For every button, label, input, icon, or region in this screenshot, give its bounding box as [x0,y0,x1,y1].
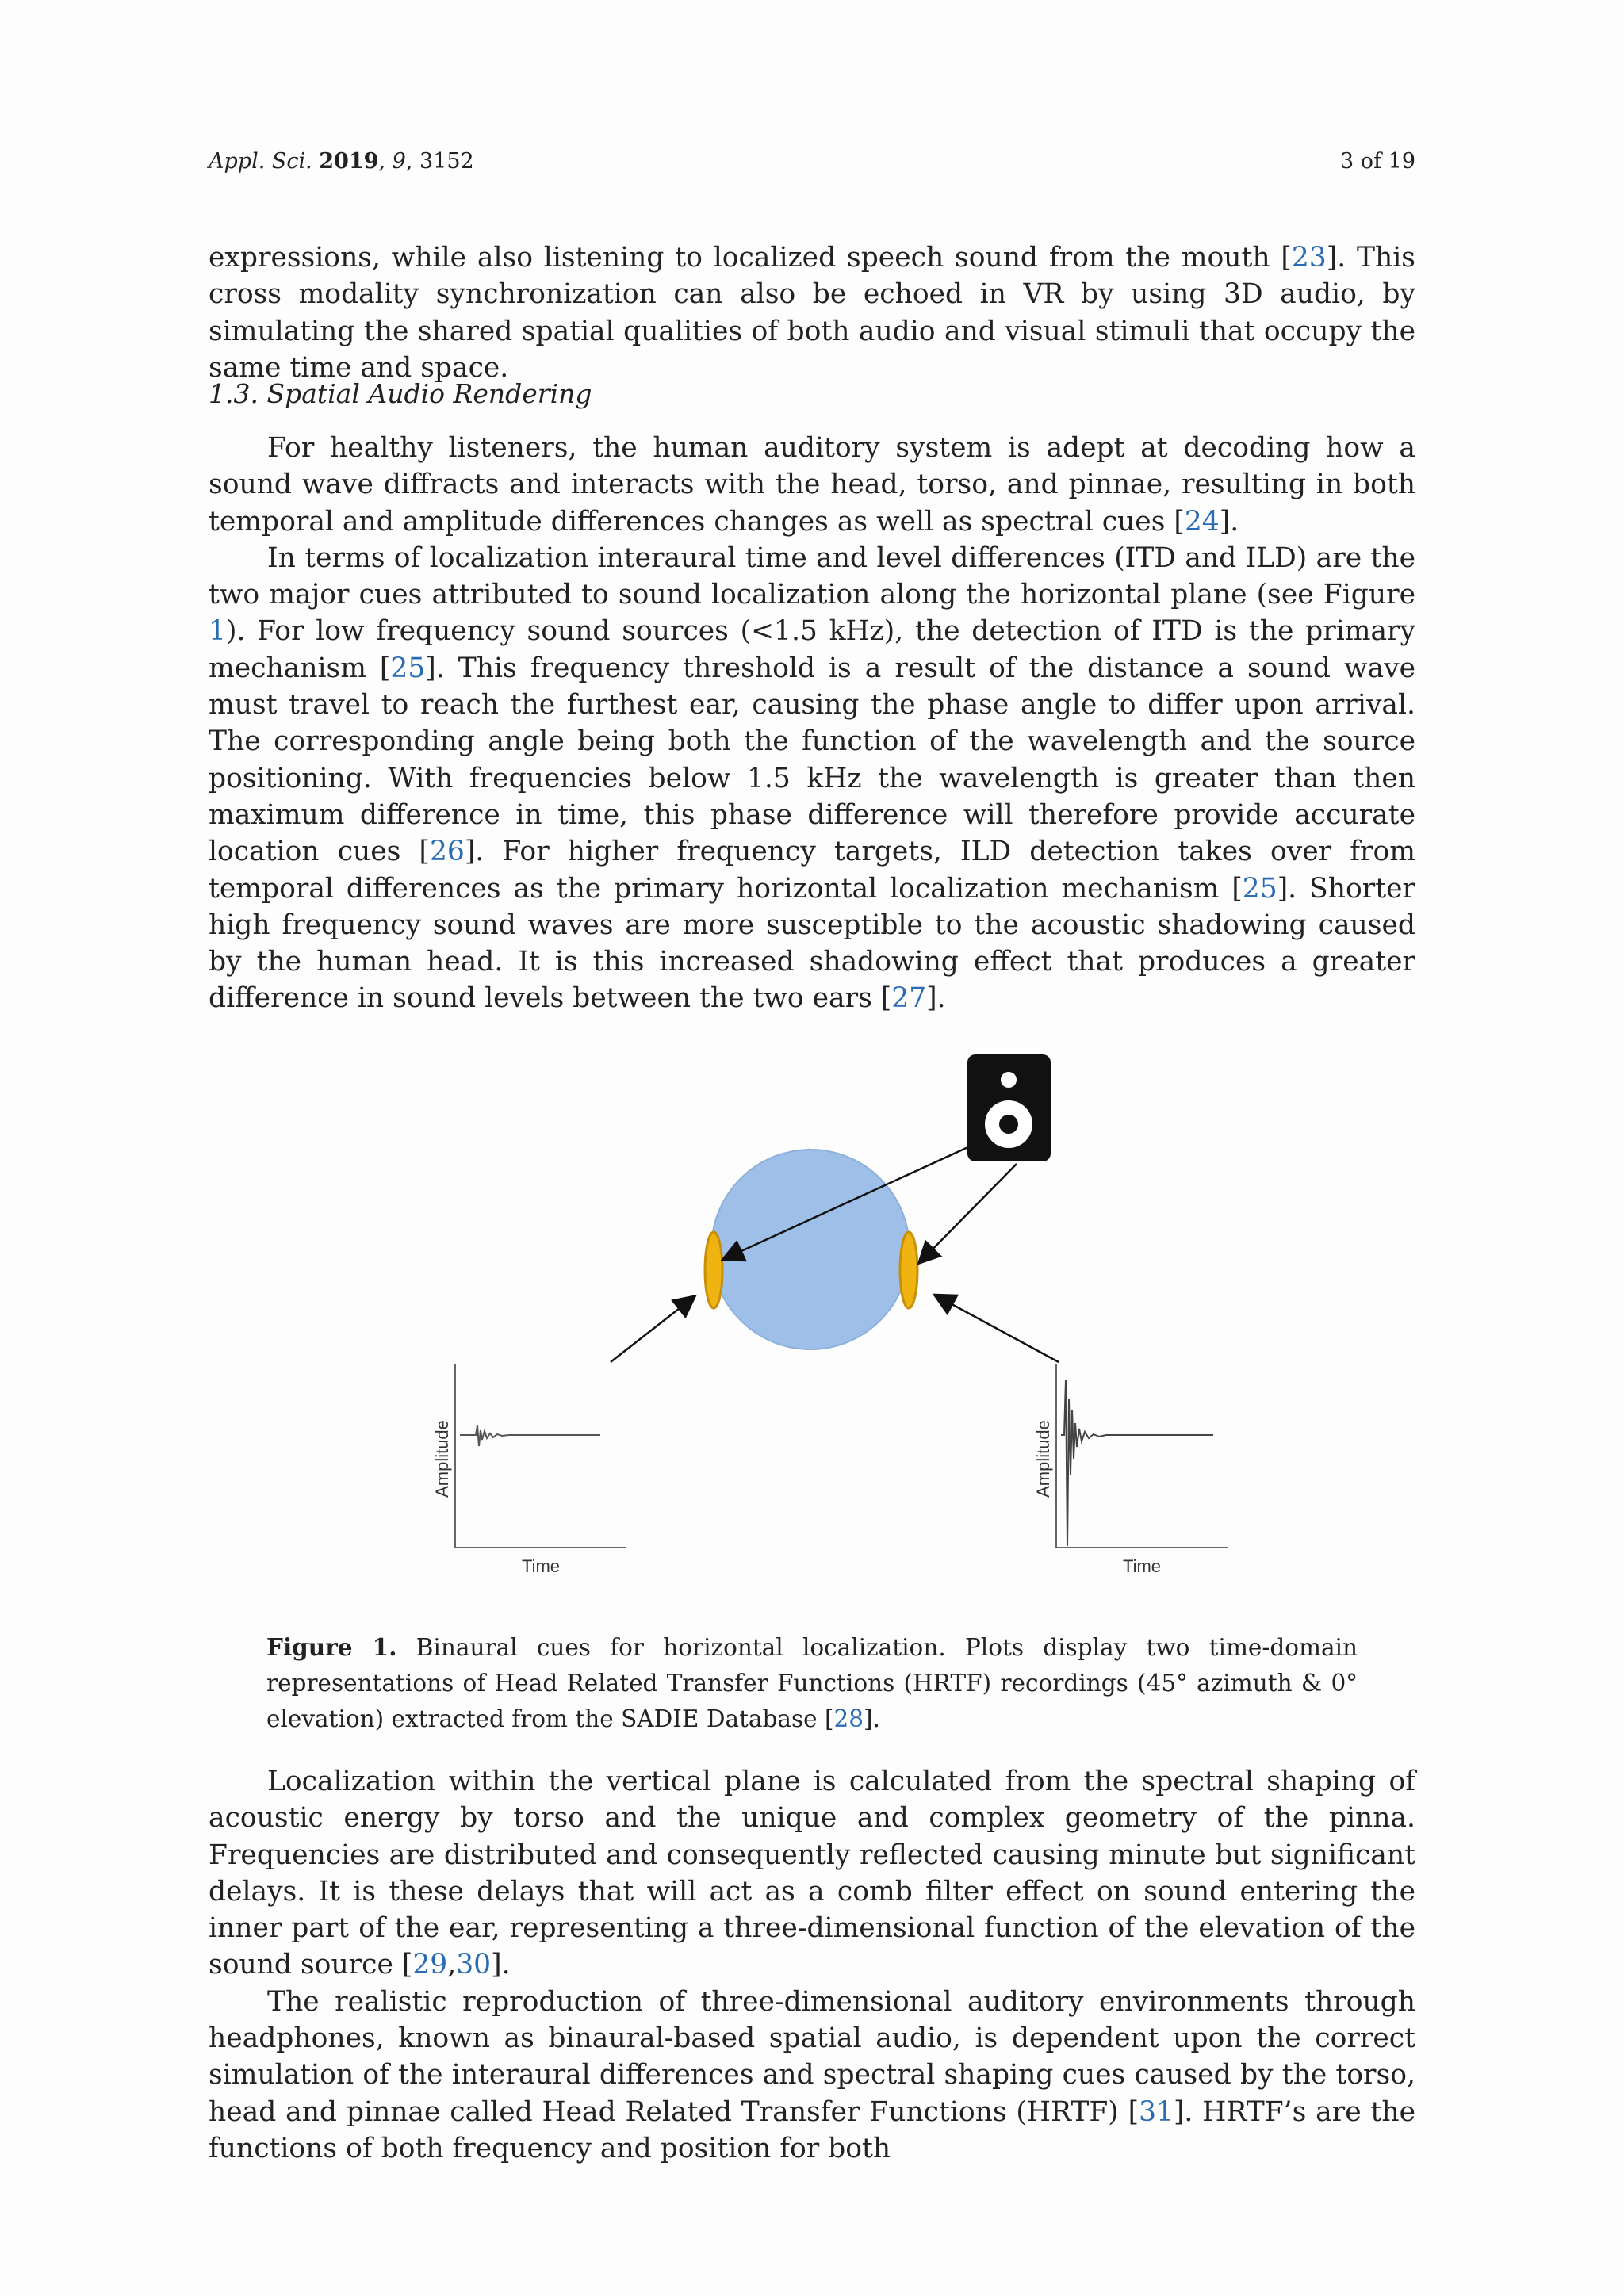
citation-link[interactable]: 26 [429,836,465,868]
paragraph-1: expressions, while also listening to localized speech sound from the mouth [23]. This cross modality synchronization can also be echoed in VR by using 3D audio, by simulating the shared spatial qualities of both audio and visual stimuli that occupy the same time and space. [209,242,1415,384]
figure-1 [412,1031,1237,1586]
citation-link[interactable]: 25 [390,652,426,684]
citation-link[interactable]: 25 [1242,872,1277,905]
citation-link[interactable]: 28 [833,1705,864,1732]
right-xlabel: Time [1122,1556,1162,1576]
citation-link[interactable]: 29 [412,1949,448,1981]
arrow-to-right-ear [920,1164,1017,1262]
journal-citation: Appl. Sci. 2019, 9, 3152 [209,149,474,174]
binaural-diagram [412,1031,1237,1586]
citation-link[interactable]: 23 [1291,242,1327,274]
paragraph-2: For healthy listeners, the human auditory system is adept at decoding how a sound wave diffracts and interacts with the head, torso, and pinnae, resulting in both temporal and amplitude differences changes as well as spectral cues [24]. In terms of localization interaural time and level differences (ITD and ILD) are the two major cues attributed to sound localization along the horizontal plane (see Figure 1). For low frequency sound sources (<1.5 kHz), the detection of ITD is the primary mechanism [25]. This frequency threshold is a result of the distance a sound wave must travel to reach the furthest ear, causing the phase angle to differ upon arrival. The corresponding angle being both the function of the wavelength and the source positioning. With frequencies below 1.5 kHz the wavelength is greater than then maximum difference in time, this phase difference will therefore provide accurate location cues [26]. For higher frequency targets, ILD detection takes over from temporal differences as the primary horizontal localization mechanism [25]. Shorter high frequency sound waves are more susceptible to the acoustic shadowing caused by the human head. It is this increased shadowing effect that produces a greater difference in sound levels between the two ears [27]. [209,430,1415,1017]
speaker-icon [967,1054,1051,1161]
left-xlabel: Time [521,1556,561,1576]
left-waveform [460,1425,600,1446]
citation-link[interactable]: 24 [1184,505,1220,538]
section-heading: 1.3. Spatial Audio Rendering [209,378,592,409]
paragraph-3: In terms of localization interaural time and level differences (ITD and ILD) are the two major cues attributed to sound localization along the horizontal plane (see Figure 1). For low frequency sound sources (<1.5 kHz), the detection of ITD is the primary mechanism [25]. This frequency threshold is a result of the distance a sound wave must travel to reach the furthest ear, causing the phase angle to differ upon arrival. The corresponding angle being both the function of the wavelength and the source positioning. With frequencies below 1.5 kHz the wavelength is greater than then maximum difference in time, this phase difference will therefore provide accurate location cues [26]. For higher frequency targets, ILD detection takes over from temporal differences as the primary horizontal localization mechanism [25]. Shorter high frequency sound waves are more susceptible to the acoustic shadowing caused by the human head. It is this increased shadowing effect that produces a greater difference in sound levels between the two ears [27]. [209,541,1416,1015]
figure-caption: Figure 1. Binaural cues for horizontal localization. Plots display two time-domain representations of Head Related Transfer Functions (HRTF) recordings (45° azimuth & 0° elevation) extracted from the SADIE Database [28]. [266,1633,1358,1732]
citation-link[interactable]: 31 [1139,2095,1174,2128]
head-icon [705,1148,917,1349]
left-ear [705,1232,722,1308]
figure-link[interactable]: 1 [209,615,226,648]
paragraph-5: The realistic reproduction of three-dimensional auditory environments through headphones, known as binaural-based spatial audio, is dependent upon the correct simulation of the interaural differences and spectral shaping cues caused by the torso, head and pinnae called Head Related Transfer Functions (HRTF) [31]. HRTF’s are the functions of both frequency and position for both [209,1985,1415,2164]
citation-link[interactable]: 30 [456,1949,492,1981]
right-ylabel: Amplitude [1033,1420,1053,1498]
left-ylabel: Amplitude [432,1420,452,1498]
paragraph-4: Localization within the vertical plane is calculated from the spectral shaping of acoustic energy by torso and the unique and complex geometry of the pinna. Frequencies are distributed and consequently reflected causing minute but significant delays. It is these delays that will act as a comb filter effect on sound entering the inner part of the ear, representing a three-dimensional function of the elevation of the sound source [29,30]. The realistic reproduction of three-dimensional auditory environments through headphones, known as binaural-based spatial audio, is dependent upon the correct simulation of the interaural differences and spectral shaping cues caused by the torso, head and pinnae called Head Related Transfer Functions (HRTF) [31]. HRTF’s are the functions of both frequency and position for both [209,1763,1415,2167]
right-hrtf-plot [1033,1364,1228,1576]
arrow-right-plot [936,1295,1059,1362]
left-hrtf-plot [432,1364,626,1576]
arrow-left-plot [611,1297,694,1362]
page-header [209,149,1415,174]
right-waveform [1061,1380,1213,1546]
page-number: 3 of 19 [1340,149,1415,174]
right-ear [900,1232,917,1308]
citation-link[interactable]: 27 [891,982,927,1015]
